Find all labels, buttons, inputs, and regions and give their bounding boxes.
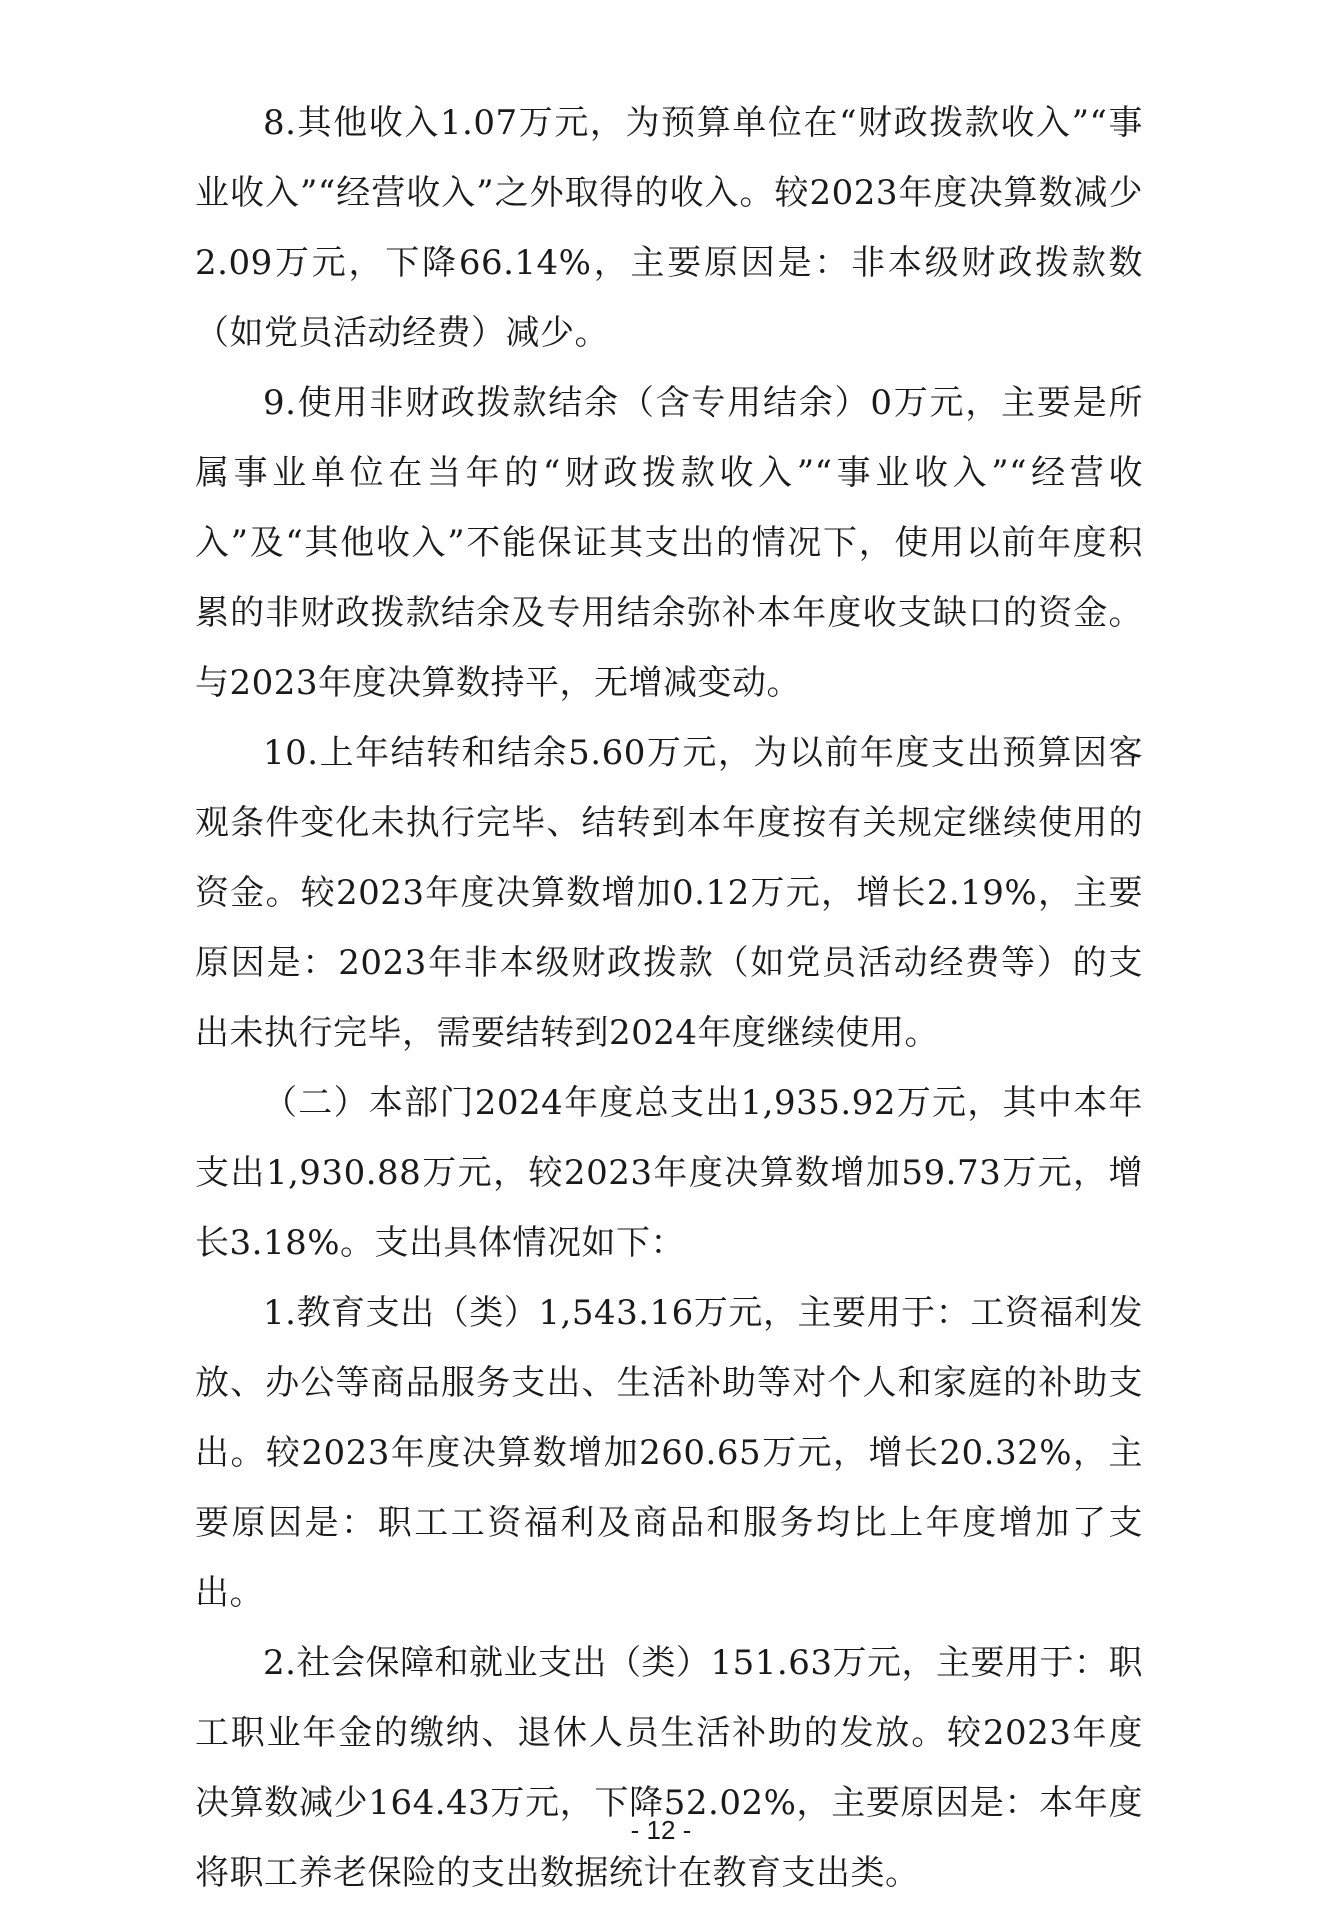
paragraph-education-expenditure: 1.教育支出（类）1,543.16万元，主要用于：工资福利发放、办公等商品服务支出、生活补助等对个人和家庭的补助支出。较2023年度决算数增加260.65万元，增长20.32%，主要原因是：职工工资福利及商品和服务均比上年度增加了支出。 xyxy=(195,1293,1143,1613)
paragraph-carryover-balance: 10.上年结转和结余5.60万元，为以前年度支出预算因客观条件变化未执行完毕、结转到本年度按有关规定继续使用的资金。较2023年度决算数增加0.12万元，增长2.19%，主要原因是：2023年非本级财政拨款（如党员活动经费等）的支出未执行完毕，需要结转到2024年度继续使用。 xyxy=(195,733,1143,1053)
page-number: - 12 - xyxy=(630,1815,692,1845)
paragraph-total-expenditure: （二）本部门2024年度总支出1,935.92万元，其中本年支出1,930.88万元，较2023年度决算数增加59.73万元，增长3.18%。支出具体情况如下： xyxy=(195,1083,1143,1263)
paragraph-other-income: 8.其他收入1.07万元，为预算单位在“财政拨款收入”“事业收入”“经营收入”之外取得的收入。较2023年度决算数减少2.09万元，下降66.14%，主要原因是：非本级财政拨款数（如党员活动经费）减少。 xyxy=(195,103,1143,353)
paragraph-non-fiscal-balance: 9.使用非财政拨款结余（含专用结余）0万元，主要是所属事业单位在当年的“财政拨款收入”“事业收入”“经营收入”及“其他收入”不能保证其支出的情况下，使用以前年度积累的非财政拨款结余及专用结余弥补本年度收支缺口的资金。与2023年度决算数持平，无增减变动。 xyxy=(195,383,1143,703)
paragraph-social-security-expenditure: 2.社会保障和就业支出（类）151.63万元，主要用于：职工职业年金的缴纳、退休人员生活补助的发放。较2023年度决算数减少164.43万元，下降52.02%，主要原因是：本年度将职工养老保险的支出数据统计在教育支出类。 xyxy=(195,1643,1143,1893)
document-body xyxy=(195,88,1143,1908)
